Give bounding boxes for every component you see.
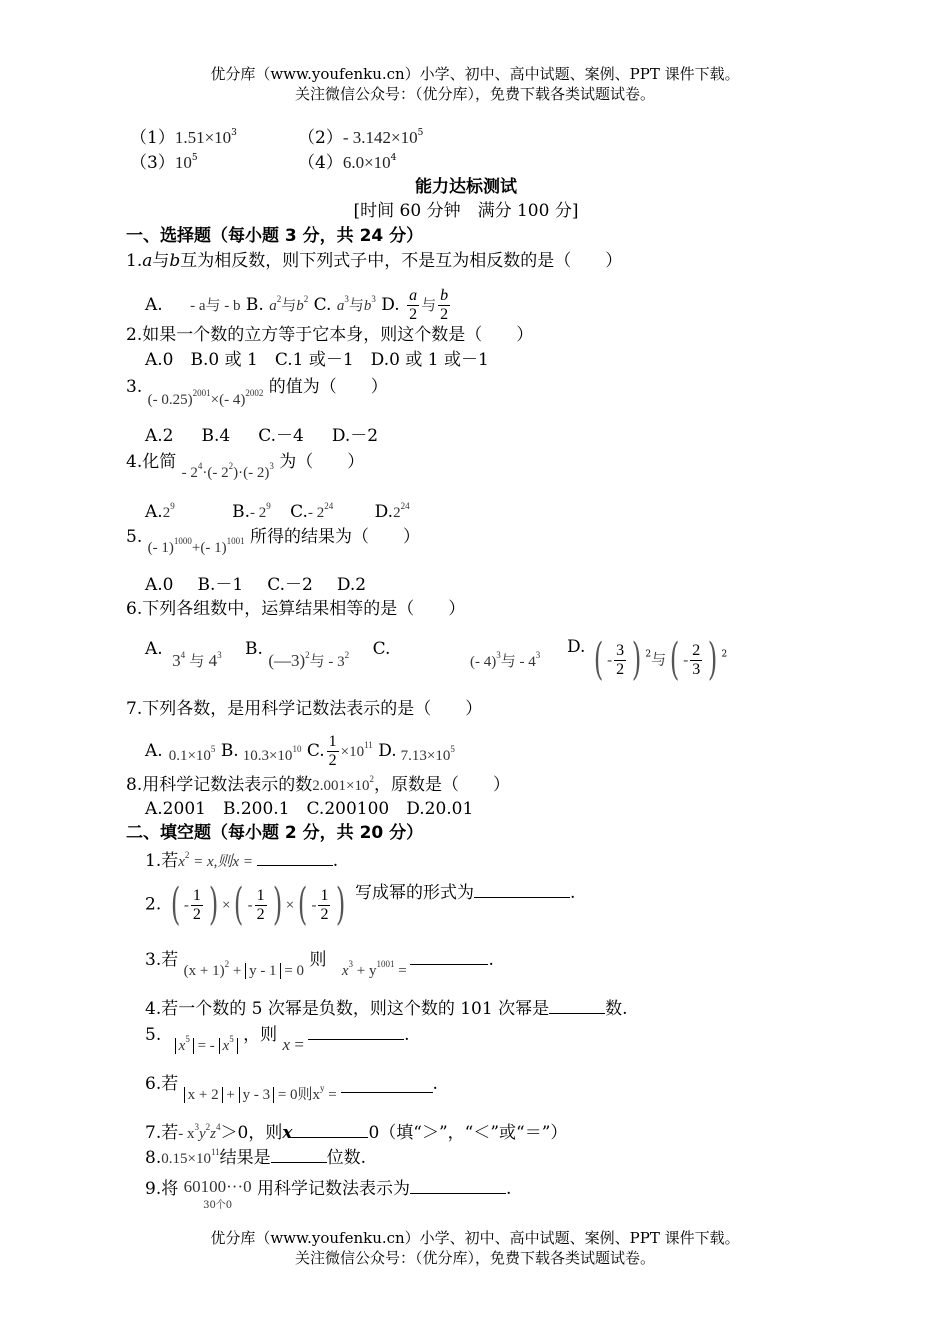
header-line-1: 优分库（www.youfenku.cn）小学、初中、高中试题、案例、PPT 课件下载。 — [210, 65, 740, 83]
fill-3: 3.若 $(x + 1)^2 + y - 1 = 0$ 则 $x^3 + y^{1001}$ = . — [145, 950, 494, 979]
question-7-options: A. $0.1\times 10^5$ B. $10.3\times 10^{10}$ C. $\frac{1}{2}$ $\times 10^{11}$ D. $7.13\times 10^5$ — [145, 733, 455, 769]
fill-5: 5. $x^5$ = - $x^5$ ，则 x = . — [145, 1025, 410, 1054]
intro-answer-2: （2）- $3.142\times 10^5$ — [298, 128, 424, 148]
question-4-options: $A.2^9$ B.- $2^9$ C.- $2^{24}$ $D.2^{24}$ — [145, 501, 410, 522]
fill-8-blank[interactable] — [271, 1147, 327, 1163]
fill-4: 4.若一个数的 5 次幂是负数，则这个数的 101 次幂是 数. — [145, 999, 628, 1019]
fill-4-blank[interactable] — [549, 998, 605, 1014]
fill-9-blank[interactable] — [410, 1178, 506, 1194]
question-1-options: A. - a与 - b B. $a^2$与$b^2$ C. $a^3$与$b^3$ D. $\frac{a}{2}$ 与 $\frac{b}{2}$ — [145, 287, 449, 323]
fill-6: 6.若 x + 2 + y - 3 = 0则$x^y$ = . — [145, 1074, 438, 1103]
fill-7-blank[interactable] — [292, 1122, 368, 1138]
question-3-stem: 3. (- 0.25)$^{2001}$×(- 4)$^{2002}$ 的值为（ ） — [126, 377, 388, 408]
footer-line-1: 优分库（www.youfenku.cn）小学、初中、高中试题、案例、PPT 课件下载。 — [210, 1229, 740, 1247]
intro-answer-3: $(3)10^5$ — [130, 153, 198, 173]
fill-2-blank[interactable] — [474, 882, 570, 898]
question-4-stem: 4.化简 - $2^4\cdot(-$ $2^2)\cdot(-$ 2)$^3$ 为（ ） — [126, 452, 365, 481]
intro-answer-4: $(4)6.0\times 10^4$ — [298, 153, 397, 173]
fill-6-blank[interactable] — [341, 1077, 433, 1093]
intro-answer-1: $(1)1.51\times 10^3$ — [130, 128, 237, 148]
question-8-stem: 8.用科学记数法表示的数$2.001\times 10^2$，原数是（ ） — [126, 774, 510, 795]
question-2-options: A.0 B.0 或 1 C.1 或－1 D.0 或 1 或－1 — [145, 350, 489, 370]
question-6-option-c-expr: (- 4)$^3$与 - $4^3$ — [470, 650, 541, 670]
question-6-option-d: D. — [567, 637, 586, 657]
section-heading-fill: 二、填空题（每小题 2 分，共 20 分） — [126, 823, 424, 843]
header-line-2: 关注微信公众号：（优分库），免费下载各类试题试卷。 — [294, 85, 655, 103]
footer-line-2: 关注微信公众号：（优分库），免费下载各类试题试卷。 — [294, 1249, 655, 1267]
page-subtitle: [时间 60 分钟 满分 100 分] — [353, 201, 579, 221]
fill-2: 2. ( - $\frac{1}{2}$ ) ×( - $\frac{1}{2}$ ) ×( - $\frac{1}{2}$ ) 写成幂的形式为 . — [145, 879, 576, 930]
fill-1: 1.若$x^2 = x$,则x = . — [145, 850, 339, 871]
fill-5-blank[interactable] — [308, 1024, 404, 1040]
question-5-options: A.0 B.－1 C.－2 D.2 — [145, 575, 367, 595]
question-6-stem: 6.下列各组数中，运算结果相等的是（ ） — [126, 599, 466, 619]
question-7-stem: 7.下列各数，是用科学记数法表示的是（ ） — [126, 699, 483, 719]
question-8-options: A.2001 B.200.1 C.200100 D.20.01 — [145, 799, 474, 819]
question-6-options: A. $3^4$ 与 $4^3$ B. (—3)$^2$与 - $3^2$ C. — [145, 639, 391, 670]
question-2-stem: 2.如果一个数的立方等于它本身，则这个数是（ ） — [126, 325, 534, 345]
fill-7: 7.若- $x^3y^2z^4>0$，则x 0（填“＞”，“＜”或“＝”） — [145, 1122, 568, 1143]
fill-8: $8.0.15\times 10^{11}$结果是 位数. — [145, 1147, 367, 1168]
question-5-stem: 5. (- 1)$^{1000}$+(- 1)$^{1001}$ 所得的结果为（ ） — [126, 527, 420, 556]
question-6-option-d-expr: ( - $\frac{3}{2}$ ) $^2$与( - $\frac{2}{3}$ ) $^2$ — [593, 634, 728, 685]
fill-1-blank[interactable] — [257, 850, 333, 866]
fill-3-blank[interactable] — [410, 949, 488, 965]
question-1-stem: 1.a与b互为相反数，则下列式子中，不是互为相反数的是（ ） — [126, 251, 623, 271]
fill-9: 9.将 60100···0 30个0 用科学记数法表示为 . — [145, 1177, 512, 1211]
question-3-options: A.2 B.4 C.－4 D.－2 — [145, 426, 379, 446]
section-heading-choice: 一、选择题（每小题 3 分，共 24 分） — [126, 226, 424, 246]
page-title: 能力达标测试 — [415, 177, 517, 197]
